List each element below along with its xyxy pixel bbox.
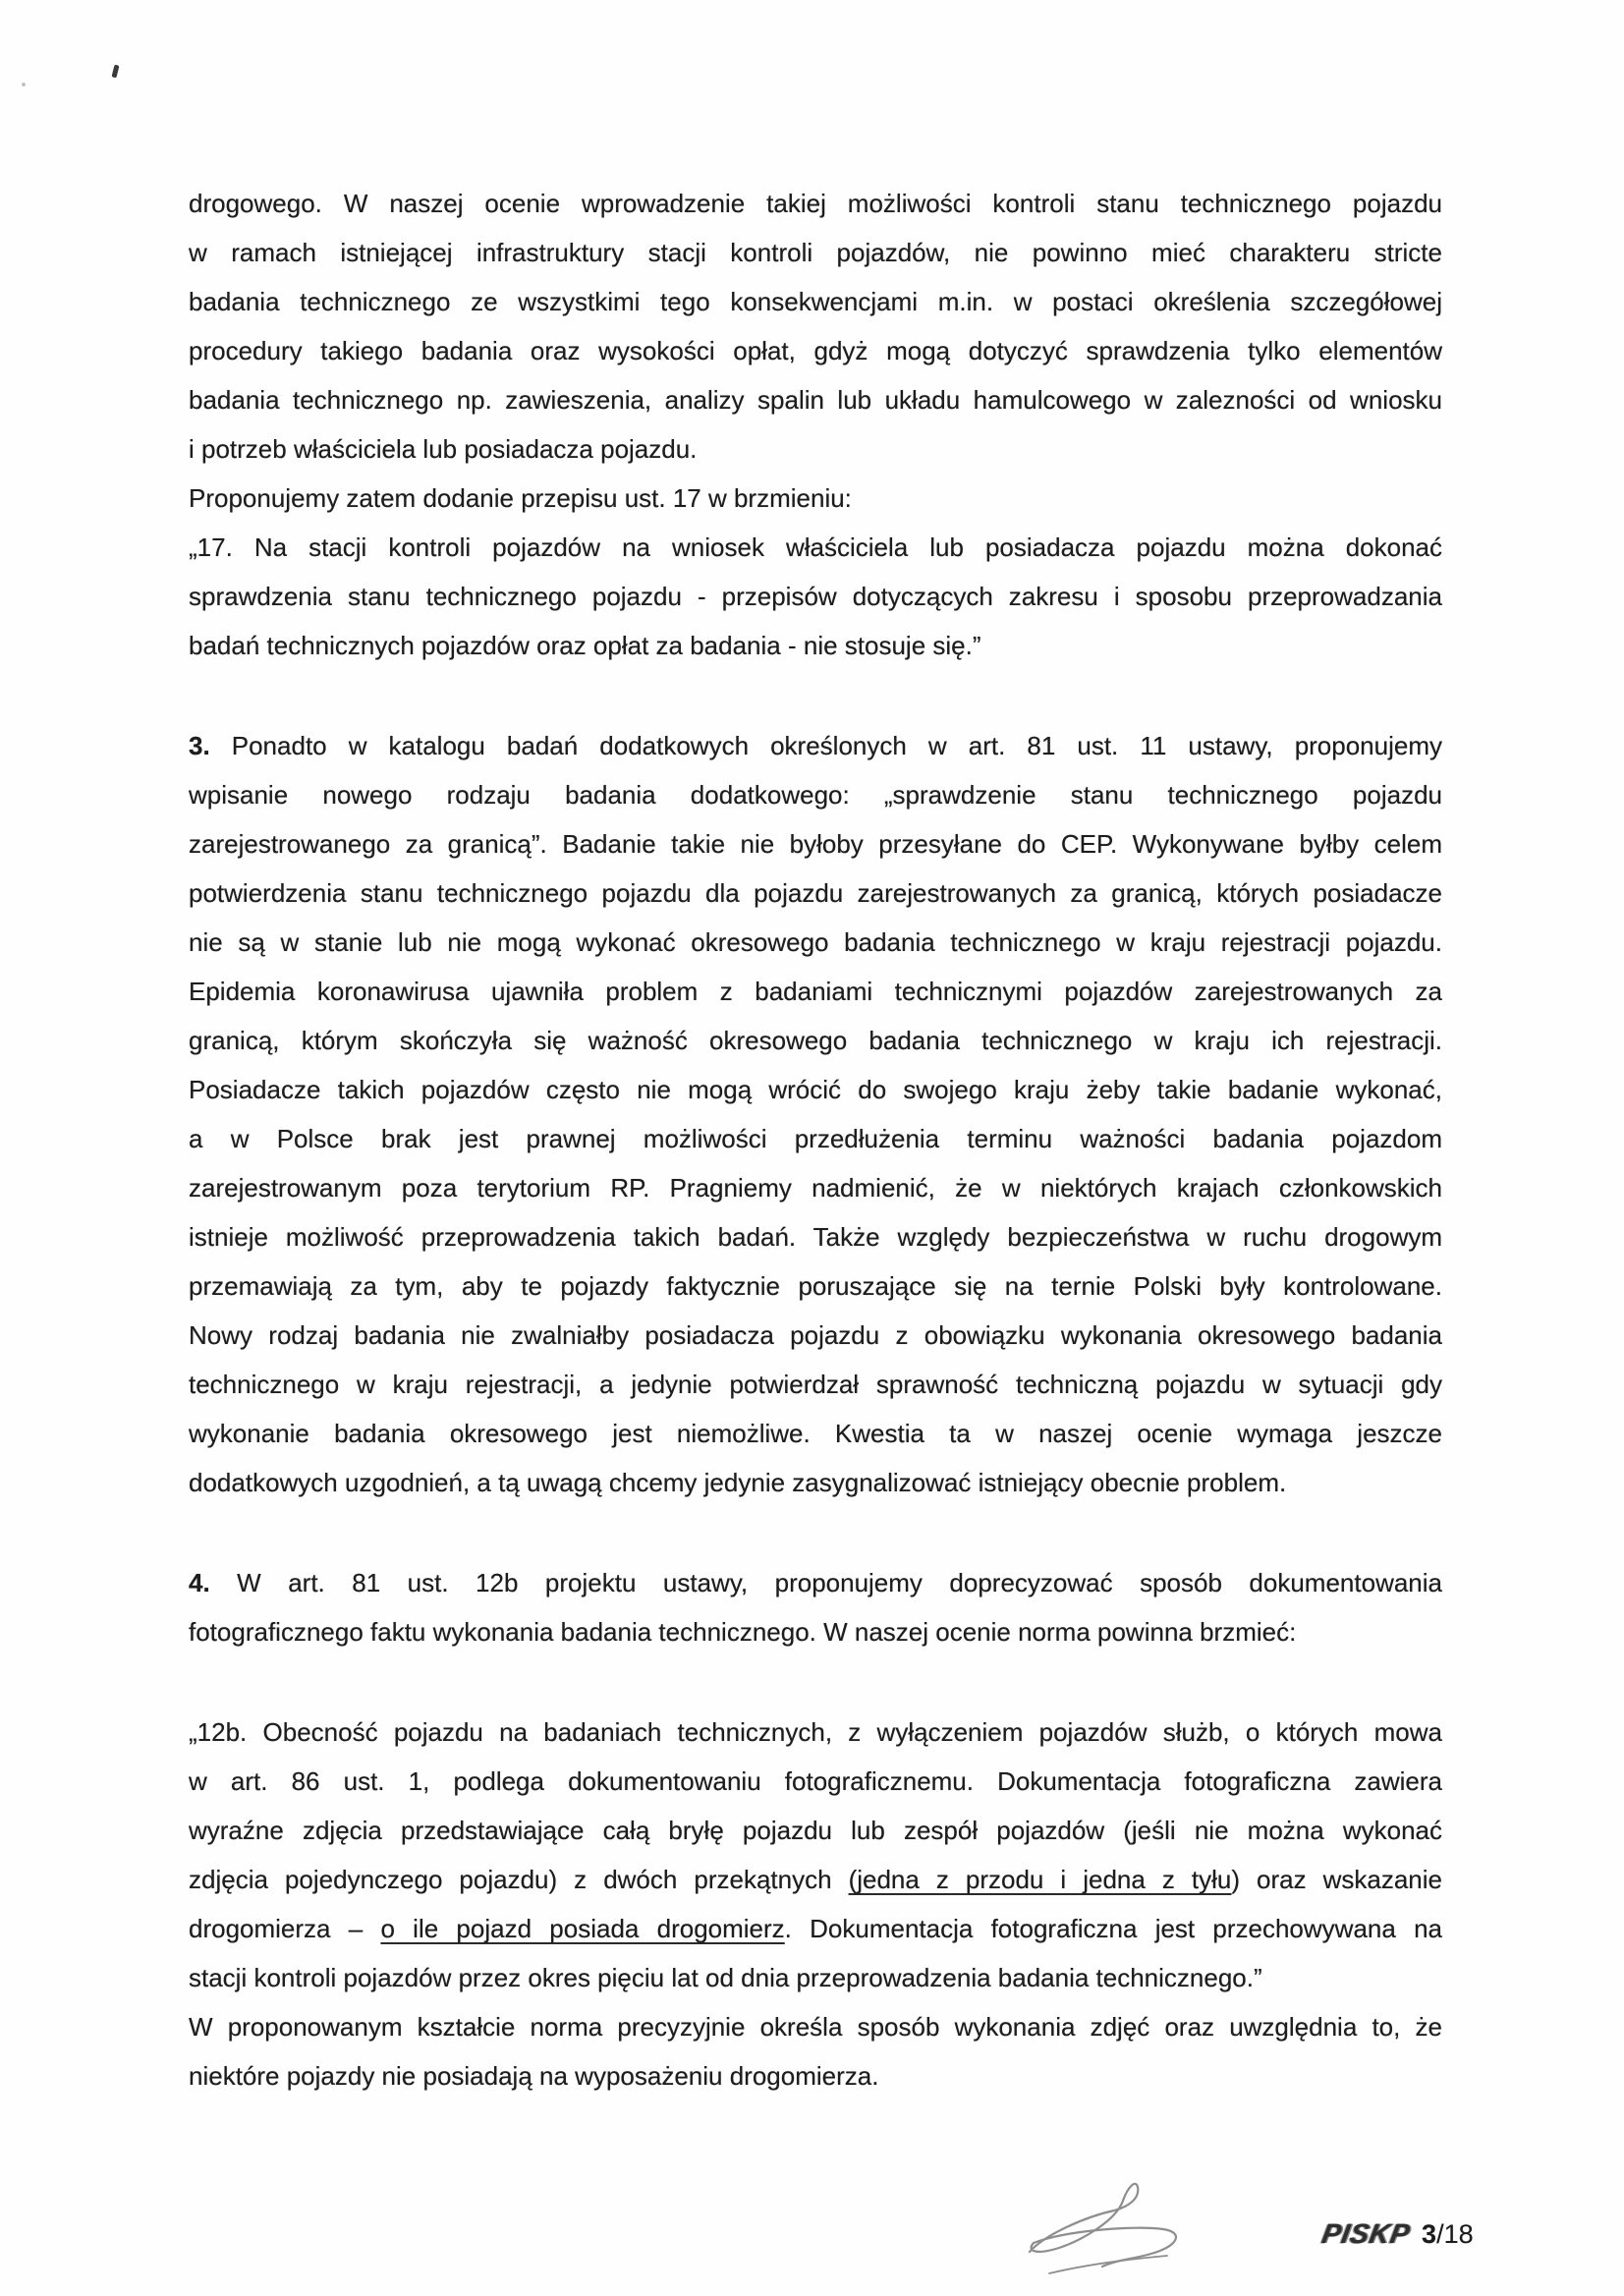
text-line: drogowego. W naszej ocenie wprowadzenie takiej możliwości kontroli stanu technicznego pojazdu [189, 189, 1442, 218]
piskp-logo: PISKP [1319, 2218, 1413, 2249]
text-line: potwierdzenia stanu technicznego pojazdu dla pojazdu zarejestrowanych za granicą, których posiadacze [189, 878, 1442, 908]
text-line: a w Polsce brak jest prawnej możliwości przedłużenia terminu ważności badania pojazdom [189, 1124, 1442, 1153]
text-line: fotograficznego faktu wykonania badania technicznego. W naszej ocenie norma powinna brzmieć: [189, 1617, 1297, 1647]
text-line: przemawiają za tym, aby te pojazdy faktycznie poruszające się na ternie Polski były kontrolowane. [189, 1271, 1442, 1301]
text-line: Epidemia koronawirusa ujawniła problem z badaniami technicznymi pojazdów zarejestrowanych za [189, 977, 1442, 1006]
text-line: zdjęcia pojedynczego pojazdu) z dwóch przekątnych (jedna z przodu i jedna z tyłu) oraz wskazanie [189, 1865, 1442, 1894]
paragraph [189, 179, 1442, 474]
paragraph [189, 721, 1442, 1507]
text-line: wpisanie nowego rodzaju badania dodatkowego: „sprawdzenie stanu technicznego pojazdu [189, 780, 1442, 810]
scan-artifact [112, 65, 120, 79]
text-line: granicą, którym skończyła się ważność okresowego badania technicznego w kraju ich rejestracji. [189, 1026, 1442, 1055]
paragraph [189, 2002, 1442, 2100]
text-line: zarejestrowanego za granicą”. Badanie takie nie byłoby przesyłane do CEP. Wykonywane byłby celem [189, 829, 1442, 859]
text-line: Posiadacze takich pojazdów często nie mogą wrócić do swojego kraju żeby takie badanie wykonać, [189, 1075, 1442, 1104]
text-line: i potrzeb właściciela lub posiadacza pojazdu. [189, 434, 698, 464]
paragraph [189, 474, 1442, 523]
text-line: Nowy rodzaj badania nie zwalniałby posiadacza pojazdu z obowiązku wykonania okresowego badania [189, 1320, 1442, 1350]
page-number-current: 3 [1422, 2219, 1437, 2249]
text-line: w ramach istniejącej infrastruktury stacji kontroli pojazdów, nie powinno mieć charakteru stricte [189, 238, 1442, 267]
text-line: w art. 86 ust. 1, podlega dokumentowaniu fotograficznemu. Dokumentacja fotograficzna zawiera [189, 1766, 1442, 1796]
scan-artifact [22, 83, 26, 86]
text-line: „17. Na stacji kontroli pojazdów na wniosek właściciela lub posiadacza pojazdu można dokonać [189, 532, 1442, 562]
text-line: „12b. Obecność pojazdu na badaniach technicznych, z wyłączeniem pojazdów służb, o których mowa [189, 1717, 1442, 1747]
text-line: wyraźne zdjęcia przedstawiające całą bryłę pojazdu lub zespół pojazdów (jeśli nie można wykonać [189, 1816, 1442, 1845]
page-number [1422, 2219, 1474, 2250]
text-line: procedury takiego badania oraz wysokości opłat, gdyż mogą dotyczyć sprawdzenia tylko elementów [189, 336, 1442, 365]
text-line: zarejestrowanym poza terytorium RP. Pragniemy nadmienić, że w niektórych krajach członkowskich [189, 1173, 1442, 1203]
page-footer [1319, 2218, 1474, 2250]
text-line: badania technicznego ze wszystkimi tego konsekwencjami m.in. w postaci określenia szczegółowej [189, 287, 1442, 316]
page-number-total: /18 [1436, 2219, 1474, 2249]
text-line: badania technicznego np. zawieszenia, analizy spalin lub układu hamulcowego w zalezności od wniosku [189, 385, 1442, 415]
text-line: stacji kontroli pojazdów przez okres pięciu lat od dnia przeprowadzenia badania technicznego.” [189, 1963, 1262, 1992]
text-line: nie są w stanie lub nie mogą wykonać okresowego badania technicznego w kraju rejestracji pojazdu. [189, 927, 1442, 957]
paragraph [189, 1708, 1442, 2002]
paragraph [189, 1558, 1442, 1656]
text-line: badań technicznych pojazdów oraz opłat za badania - nie stosuje się.” [189, 631, 981, 660]
signature-image [1020, 2173, 1231, 2283]
text-line: 3. Ponadto w katalogu badań dodatkowych określonych w art. 81 ust. 11 ustawy, proponujemy [189, 731, 1442, 760]
text-line: 4. W art. 81 ust. 12b projektu ustawy, proponujemy doprecyzować sposób dokumentowania [189, 1568, 1442, 1597]
text-line: sprawdzenia stanu technicznego pojazdu - przepisów dotyczących zakresu i sposobu przeprowadzania [189, 582, 1442, 611]
text-line: istnieje możliwość przeprowadzenia takich badań. Także względy bezpieczeństwa w ruchu drogowym [189, 1222, 1442, 1252]
document-body [189, 179, 1442, 2100]
text-line: wykonanie badania okresowego jest niemożliwe. Kwestia ta w naszej ocenie wymaga jeszcze [189, 1419, 1442, 1448]
text-line: dodatkowych uzgodnień, a tą uwagą chcemy jedynie zasygnalizować istniejący obecnie problem. [189, 1468, 1287, 1497]
paragraph [189, 523, 1442, 670]
text-line: drogomierza – o ile pojazd posiada drogomierz. Dokumentacja fotograficzna jest przechowywana na [189, 1914, 1442, 1943]
text-line: Proponujemy zatem dodanie przepisu ust. 17 w brzmieniu: [189, 483, 852, 513]
text-line: niektóre pojazdy nie posiadają na wyposażeniu drogomierza. [189, 2061, 879, 2091]
text-line: technicznego w kraju rejestracji, a jedynie potwierdzał sprawność techniczną pojazdu w sytuacji gdy [189, 1370, 1442, 1399]
text-line: W proponowanym kształcie norma precyzyjnie określa sposób wykonania zdjęć oraz uwzględnia to, że [189, 2012, 1442, 2042]
